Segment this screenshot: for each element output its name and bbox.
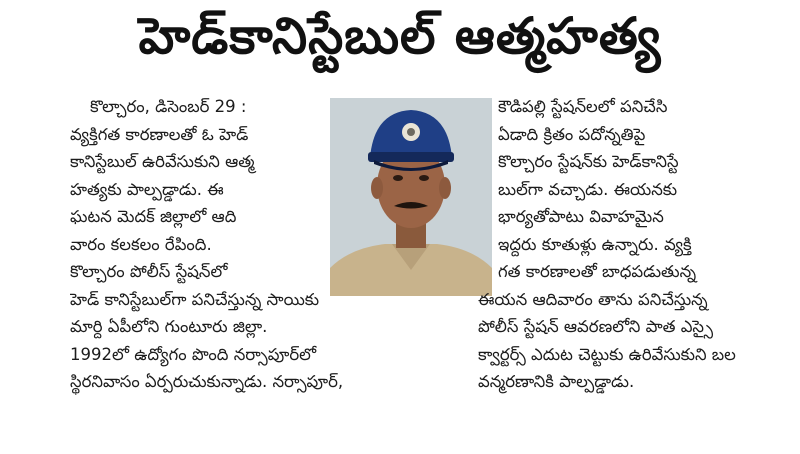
constable-photo bbox=[330, 98, 492, 296]
article-line: బుల్‌గా వచ్చాడు. ఈయనకు bbox=[498, 179, 678, 199]
headline: హెడ్‌కానిస్టేబుల్ ఆత్మహత్య bbox=[138, 6, 662, 65]
article-line: వ్యక్తిగత కారణాలతో ఓ హెడ్ bbox=[70, 124, 249, 144]
article-line: కొల్చారం, డిసెంబర్ 29 : bbox=[90, 97, 247, 116]
article-line: ఘటన మెదక్ జిల్లాలో ఆది bbox=[70, 207, 237, 226]
article-line: కానిస్టేబుల్ ఉరివేసుకుని ఆత్మ bbox=[70, 152, 255, 171]
article-line: ఏడాది క్రితం పదోన్నతిపై bbox=[498, 124, 646, 144]
article-line: వన్మరణానికి పాల్పడ్డాడు. bbox=[478, 372, 635, 391]
article-line: మార్ది ఏపీలోని గుంటూరు జిల్లా. bbox=[70, 317, 268, 336]
article-line: గత కారణాలతో బాధపడుతున్న bbox=[498, 262, 697, 281]
article-line: స్థిరనివాసం ఏర్పరుచుకున్నాడు. నర్సాపూర్, bbox=[70, 372, 344, 391]
article-line: క్వార్టర్స్ ఎదుట చెట్టుకు ఉరివేసుకుని బల bbox=[478, 344, 736, 364]
article-line: వారం కలకలం రేపింది. bbox=[70, 234, 212, 254]
article-line: హెడ్ కానిస్టేబుల్‌గా పనిచేస్తున్న సాయికు bbox=[70, 289, 320, 309]
constable-portrait-illustration bbox=[330, 98, 492, 296]
article-line: ఇద్దరు కూతుళ్లు ఉన్నారు. వ్యక్తి bbox=[498, 234, 692, 254]
article-line: హత్యకు పాల్పడ్డాడు. ఈ bbox=[70, 179, 224, 199]
article-line: భార్యతోపాటు వివాహమైన bbox=[498, 207, 664, 226]
article-line: కొల్చారం స్టేషన్‌కు హెడ్‌కానిస్టే bbox=[498, 152, 679, 171]
article-line: పోలీస్ స్టేషన్ ఆవరణలోని పాత ఎస్సై bbox=[478, 317, 714, 336]
article-line: ఈయన ఆదివారం తాను పనిచేస్తున్న bbox=[478, 289, 708, 309]
article-line: కౌడిపల్లి స్టేషన్‌లలో పనిచేసి bbox=[498, 97, 668, 116]
article-line: కొల్చారం పోలీస్ స్టేషన్‌లో bbox=[70, 262, 228, 281]
article-column-right bbox=[478, 93, 788, 396]
article-line: 1992లో ఉద్యోగం పొంది నర్సాపూర్‌లో bbox=[70, 344, 317, 364]
